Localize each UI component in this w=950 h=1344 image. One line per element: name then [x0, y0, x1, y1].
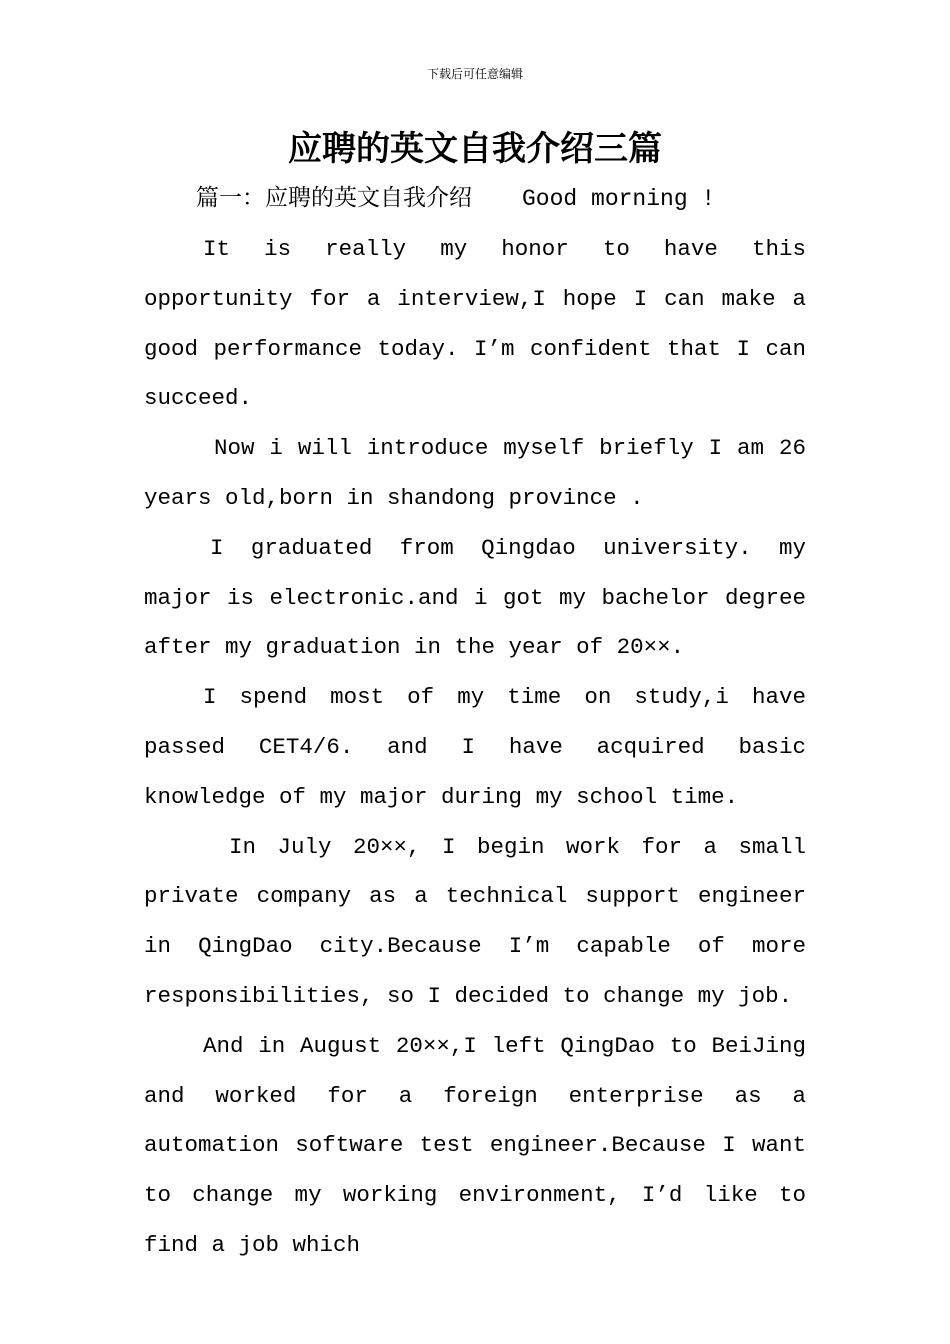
greeting-text: Good morning ! — [522, 186, 716, 212]
paragraph-education: I graduated from Qingdao university. my major is electronic.and i got my bachelor degree after my graduation in the year of 20××. — [144, 534, 806, 661]
paragraph-second-job: And in August 20××,I left QingDao to BeiJing and worked for a foreign enterprise as a automation software test engineer.Because I want to change my working environment, I’d like to find a job which — [144, 1032, 806, 1258]
paragraph-study: I spend most of my time on study,i have passed CET4/6. and I have acquired basic knowledge of my major during my school time. — [144, 684, 806, 810]
paragraph-introduction: Now i will introduce myself briefly I am 26 years old,born in shandong province . — [144, 435, 806, 511]
subtitle-line — [196, 183, 715, 215]
paragraph-first-job: In July 20××, I begin work for a small private company as a technical support engineer in QingDao city.Because I’m capable of more responsibilities, so I decided to change my job. — [144, 833, 806, 1009]
document-title: 应聘的英文自我介绍三篇 — [288, 129, 662, 169]
paragraph-honor: It is really my honor to have this opportunity for a interview,I hope I can make a good performance today. I’m confident that I can succeed. — [144, 236, 806, 412]
header-note: 下载后可任意编辑 — [426, 67, 523, 81]
body-text — [144, 225, 806, 1271]
section-subtitle: 篇一：应聘的英文自我介绍 — [196, 186, 472, 212]
